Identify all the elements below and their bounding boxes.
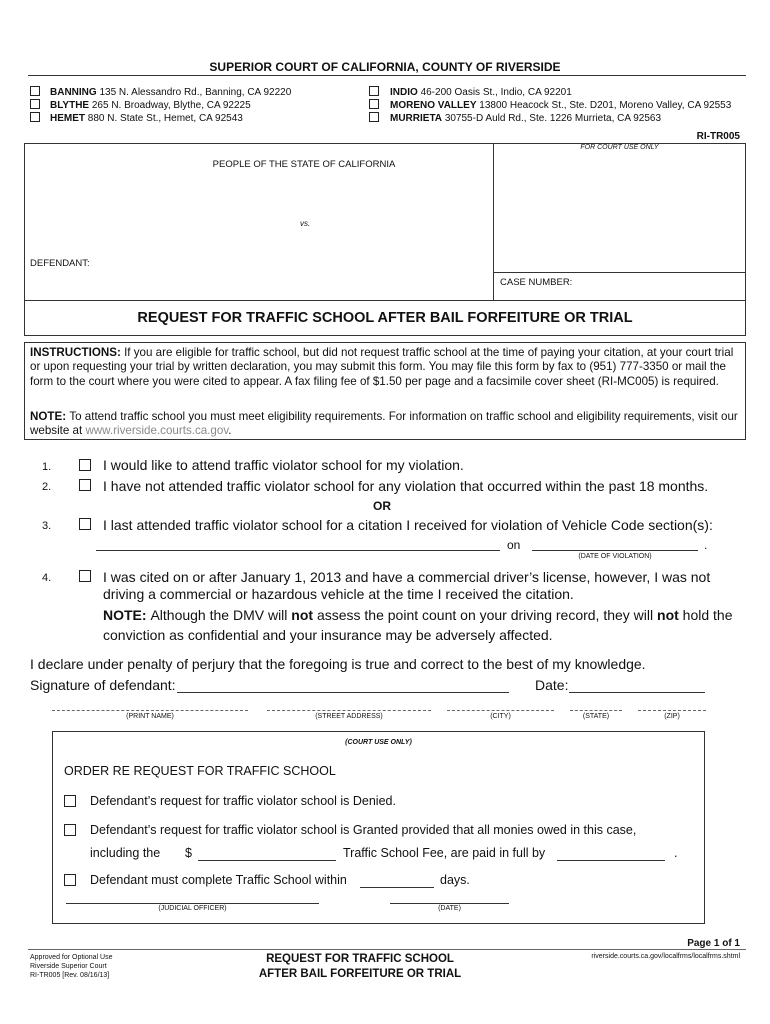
including-label: including the [90,846,161,860]
denied-text: Defendant’s request for traffic violator school is Denied. [90,794,396,808]
order-date-label: (DATE) [438,905,461,912]
must-complete-text: Defendant must complete Traffic School within [90,873,347,887]
fee-text: Traffic School Fee, are paid in full by [343,846,546,860]
item-4-checkbox[interactable] [79,570,91,582]
page-number: Page 1 of 1 [687,938,740,949]
people-label: PEOPLE OF THE STATE OF CALIFORNIA [212,159,396,170]
vs-label: vs. [300,219,311,228]
instructions-note: NOTE: To attend traffic school you must meet eligibility requirements. For information on traffic school and eligibility requirements, visit our website at www.riverside.courts.ca.gov. [30,410,738,438]
court-option-blythe[interactable]: BLYTHE 265 N. Broadway, Blythe, CA 92225 [30,99,291,112]
date-of-violation-label: (DATE OF VIOLATION) [578,553,652,560]
judicial-officer-label: (JUDICIAL OFFICER) [158,905,227,912]
item-number-4: 4. [42,572,52,584]
checkbox[interactable] [30,99,40,109]
paid-by-date-field[interactable] [557,860,665,861]
checkbox[interactable] [30,112,40,122]
item-3-checkbox[interactable] [79,518,91,530]
item-4-note-line1: NOTE: Although the DMV will not assess the point count on your driving record, they will not hold the [103,607,733,623]
item-1-checkbox[interactable] [79,459,91,471]
footer-title: REQUEST FOR TRAFFIC SCHOOL AFTER BAIL FORFEITURE OR TRIAL [258,953,462,980]
state-field[interactable] [570,710,622,711]
city-field[interactable] [447,710,554,711]
footer-url[interactable]: riverside.courts.ca.gov/localfrms/localfrms.shtml [591,953,740,960]
item-2-text: I have not attended traffic violator school for any violation that occurred within the past 18 months. [103,478,709,494]
fee-amount-field[interactable] [198,860,336,861]
street-address-field[interactable] [267,710,431,711]
court-option-banning[interactable]: BANNING 135 N. Alessandro Rd., Banning, CA 92220 [30,86,291,99]
zip-field[interactable] [638,710,706,711]
approved-block: Approved for Optional Use Riverside Superior Court RI-TR005 [Rev. 08/16/13] [30,954,113,979]
court-list-left [30,86,291,125]
court-option-hemet[interactable]: HEMET 880 N. State St., Hemet, CA 92543 [30,112,291,125]
city-label: (CITY) [490,713,511,720]
checkbox[interactable] [369,86,379,96]
signature-field[interactable] [177,692,509,693]
court-option-moreno-valley[interactable]: MORENO VALLEY 13800 Heacock St., Ste. D201, Moreno Valley, CA 92553 [369,99,731,112]
item-4-note-line2: conviction as confidential and your insurance may be adversely affected. [103,627,553,643]
judicial-officer-field[interactable] [66,903,319,904]
zip-label: (ZIP) [664,713,680,720]
granted-checkbox[interactable] [64,824,76,836]
case-number-label: CASE NUMBER: [500,277,573,288]
denied-checkbox[interactable] [64,795,76,807]
declaration-text: I declare under penalty of perjury that the foregoing is true and correct to the best of my knowledge. [30,656,646,672]
signature-date-field[interactable] [569,692,705,693]
header-rule [28,75,746,76]
case-number-rule [493,272,746,273]
item-3-text: I last attended traffic violator school for a citation I received for violation of Vehicle Code section(s): [103,517,713,533]
signature-label: Signature of defendant: [30,677,176,693]
granted-text: Defendant’s request for traffic violator school is Granted provided that all monies owed in this case, [90,823,637,837]
print-name-label: (PRINT NAME) [126,713,174,720]
order-title: ORDER RE REQUEST FOR TRAFFIC SCHOOL [64,764,336,778]
form-number: RI-TR005 [696,131,740,142]
form-title: REQUEST FOR TRAFFIC SCHOOL AFTER BAIL FORFEITURE OR TRIAL [137,310,633,326]
checkbox[interactable] [30,86,40,96]
order-date-field[interactable] [390,903,509,904]
court-option-indio[interactable]: INDIO 46-200 Oasis St., Indio, CA 92201 [369,86,731,99]
dollar-sign: $ [185,846,192,860]
footer-rule [28,949,746,950]
item-2-checkbox[interactable] [79,479,91,491]
item-4-text-line1: I was cited on or after January 1, 2013 and have a commercial driver’s license, however, I was not [103,569,711,585]
item-4-text-line2: driving a commercial or hazardous vehicle at the time I received the citation. [103,586,574,602]
case-number-field[interactable] [580,275,740,295]
court-use-only-label: FOR COURT USE ONLY [580,144,659,151]
on-label: on [507,538,521,552]
court-list-right [369,86,731,125]
item-3-period: . [704,538,708,552]
street-address-label: (STREET ADDRESS) [315,713,383,720]
court-use-only-heading: (COURT USE ONLY) [345,739,412,746]
checkbox[interactable] [369,112,379,122]
print-name-field[interactable] [52,710,248,711]
instructions-text: INSTRUCTIONS: If you are eligible for traffic school, but did not request traffic school at the time of paying your citation, at your court trial or upon requesting your trial by written declaration, you may submit this form. You may file this form by fax to (951) 777-3350 or mail the form to the court where you were cited to appear. A fax filing fee of $1.50 per page and a facsimile cover sheet (RI-MC005) is required. [30,346,734,388]
website-link[interactable]: www.riverside.courts.ca.gov [85,424,229,438]
state-label: (STATE) [582,713,610,720]
or-label: OR [373,499,391,513]
date-of-violation-field[interactable] [532,550,698,551]
date-label: Date: [535,677,569,693]
item-number-3: 3. [42,520,52,532]
days-field[interactable] [360,887,434,888]
days-label: days. [440,873,470,887]
must-complete-checkbox[interactable] [64,874,76,886]
fee-period: . [674,846,678,860]
court-option-murrieta[interactable]: MURRIETA 30755-D Auld Rd., Ste. 1226 Murrieta, CA 92563 [369,112,731,125]
court-title: SUPERIOR COURT OF CALIFORNIA, COUNTY OF RIVERSIDE [209,60,561,74]
checkbox[interactable] [369,99,379,109]
vehicle-code-section-field[interactable] [96,550,500,551]
item-number-1: 1. [42,461,52,473]
defendant-label: DEFENDANT: [30,258,90,269]
item-1-text: I would like to attend traffic violator school for my violation. [103,457,464,473]
item-number-2: 2. [42,481,52,493]
